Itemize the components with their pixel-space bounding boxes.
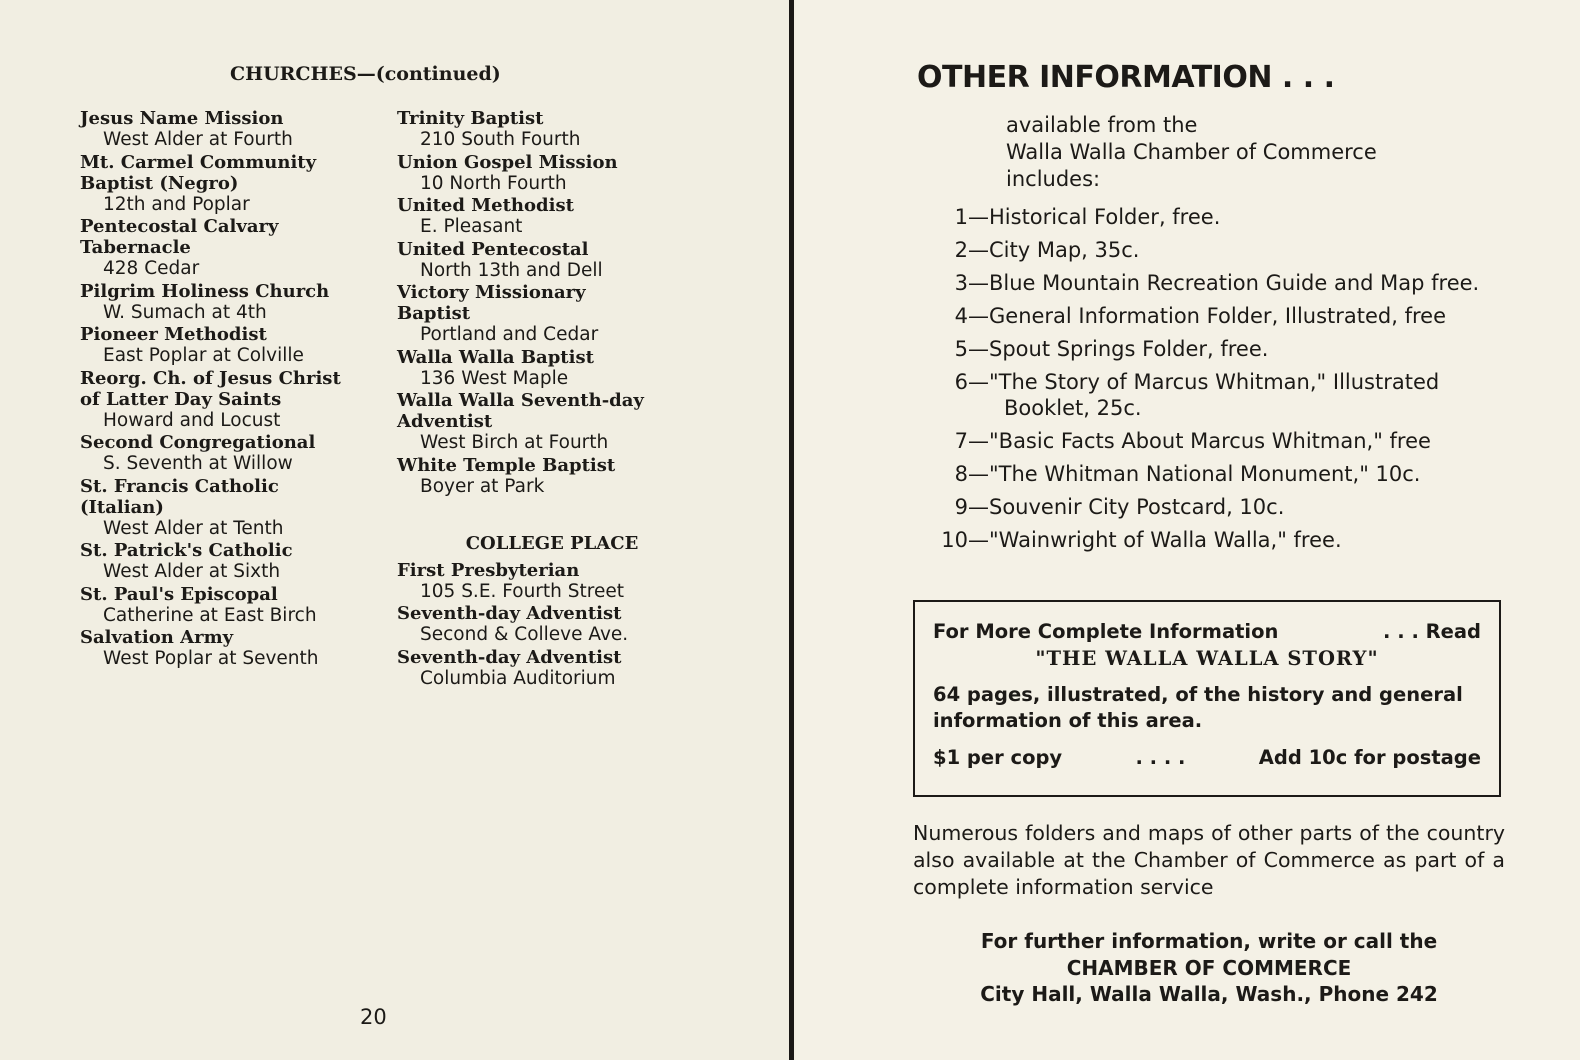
church-address: West Alder at Sixth (103, 561, 281, 582)
church-name: United Methodist (397, 195, 574, 216)
church-address: Columbia Auditorium (420, 667, 616, 689)
church-name: Second Congregational (80, 432, 316, 453)
item-number: 7— (954, 429, 989, 453)
list-item (937, 303, 1507, 329)
church-entry (80, 432, 390, 474)
church-entry (397, 390, 707, 453)
church-entry (80, 281, 390, 323)
church-entry (397, 282, 707, 345)
list-item (937, 527, 1507, 553)
church-column-2 (397, 108, 707, 690)
item-number: 6— (954, 370, 989, 394)
church-address: 105 S.E. Fourth Street (420, 580, 624, 602)
church-entry (397, 347, 707, 389)
book-description: 64 pages, illustrated, of the history and general information of this area. (933, 683, 1463, 732)
church-address: 136 West Maple (420, 367, 569, 389)
item-number: 1— (954, 205, 989, 229)
intro-line: Walla Walla Chamber of Commerce (1006, 140, 1377, 164)
church-name: First Presbyterian (397, 559, 580, 581)
postage: Add 10c for postage (1258, 746, 1481, 769)
church-address: East Poplar at Colville (103, 345, 304, 366)
church-entry (80, 584, 390, 626)
footer-line: CHAMBER OF COMMERCE (1066, 955, 1352, 980)
church-name: Reorg. Ch. of Jesus Christ of Latter Day Saints (80, 367, 341, 410)
church-name: St. Patrick's Catholic (80, 540, 293, 561)
item-text: "The Story of Marcus Whitman," Illustrated Booklet, 25c. (989, 370, 1440, 420)
publication-list (937, 204, 1507, 560)
college-place-heading: COLLEGE PLACE (465, 532, 639, 554)
church-address: 210 South Fourth (420, 129, 581, 150)
list-item (937, 336, 1507, 362)
church-address: 428 Cedar (103, 258, 200, 279)
church-name: Trinity Baptist (397, 108, 544, 129)
footer-line: City Hall, Walla Walla, Wash., Phone 242 (980, 982, 1438, 1006)
church-entry (80, 476, 390, 539)
church-name: Seventh-day Adventist (397, 603, 622, 624)
item-text: General Information Folder, Illustrated, free (989, 304, 1447, 328)
church-address: Second & Colleve Ave. (420, 624, 629, 645)
item-number: 5— (954, 337, 989, 361)
church-entry (80, 368, 390, 431)
item-number: 10— (941, 528, 989, 552)
church-entry (80, 324, 390, 366)
church-name: Walla Walla Seventh-day Adventist (397, 390, 644, 432)
church-entry (80, 152, 390, 215)
item-text: "Basic Facts About Marcus Whitman," free (989, 429, 1431, 453)
church-entry (397, 108, 707, 150)
church-address: 12th and Poplar (103, 193, 250, 215)
book-spine (789, 0, 794, 1060)
church-name: Victory Missionary Baptist (397, 282, 586, 324)
intro-line: includes: (1006, 167, 1101, 191)
intro-line: available from the (1006, 113, 1198, 137)
church-entry (397, 239, 707, 281)
church-entry (397, 455, 707, 497)
book-title: "THE WALLA WALLA STORY" (1035, 647, 1379, 670)
item-text: "Wainwright of Walla Walla," free. (989, 528, 1342, 552)
list-item (937, 461, 1507, 487)
intro-text (1006, 112, 1377, 193)
item-text: "The Whitman National Monument," 10c. (989, 462, 1421, 486)
item-text: City Map, 35c. (989, 238, 1140, 262)
list-item (937, 204, 1507, 230)
page-number: 20 (360, 1005, 387, 1029)
section-heading: CHURCHES—(continued) (230, 63, 501, 85)
church-name: St. Francis Catholic (Italian) (80, 475, 279, 518)
page-title: OTHER INFORMATION . . . (917, 60, 1335, 95)
church-entry (397, 152, 707, 194)
book-price: $1 per copy (933, 746, 1063, 769)
item-number: 9— (954, 495, 989, 519)
church-address: Boyer at Park (420, 475, 545, 497)
church-name: Jesus Name Mission (80, 108, 284, 129)
church-name: Pioneer Methodist (80, 324, 267, 345)
item-number: 8— (954, 462, 989, 486)
walla-walla-story-box (913, 600, 1501, 797)
church-address: West Birch at Fourth (420, 432, 609, 453)
church-entry (397, 603, 707, 645)
list-item (937, 494, 1507, 520)
list-item (937, 428, 1507, 454)
church-address: West Poplar at Seventh (103, 648, 319, 669)
item-text: Spout Springs Folder, free. (989, 337, 1269, 361)
item-number: 2— (954, 238, 989, 262)
church-name: Pentecostal Calvary Tabernacle (80, 216, 279, 258)
church-address: Catherine at East Birch (103, 604, 317, 626)
church-name: Walla Walla Baptist (397, 346, 594, 368)
item-text: Blue Mountain Recreation Guide and Map free. (989, 271, 1480, 295)
church-address: Portland and Cedar (420, 324, 599, 345)
church-entry (397, 647, 707, 689)
church-name: Salvation Army (80, 627, 234, 648)
item-text: Souvenir City Postcard, 10c. (989, 495, 1285, 519)
church-entry (80, 216, 390, 279)
contact-footer (913, 928, 1505, 1008)
church-name: White Temple Baptist (397, 454, 616, 476)
church-address: W. Sumach at 4th (103, 301, 267, 323)
church-column-1 (80, 108, 390, 671)
church-name: St. Paul's Episcopal (80, 583, 278, 605)
church-entry (80, 540, 390, 582)
church-entry (397, 560, 707, 602)
dots: . . . . (1135, 746, 1186, 769)
church-address: Howard and Locust (103, 409, 281, 431)
list-item (937, 270, 1507, 296)
church-address: 10 North Fourth (420, 172, 567, 194)
church-name: Seventh-day Adventist (397, 646, 622, 668)
church-address: S. Seventh at Willow (103, 453, 293, 474)
church-name: Union Gospel Mission (397, 151, 618, 173)
list-item (937, 237, 1507, 263)
church-entry (397, 195, 707, 237)
church-address: E. Pleasant (420, 216, 523, 237)
church-entry (80, 108, 390, 150)
church-address: West Alder at Fourth (103, 129, 293, 150)
church-name: Pilgrim Holiness Church (80, 280, 330, 302)
footer-line: For further information, write or call the (980, 929, 1438, 953)
item-text: Historical Folder, free. (989, 205, 1221, 229)
church-name: Mt. Carmel Community Baptist (Negro) (80, 151, 317, 194)
info-paragraph: Numerous folders and maps of other parts of the country also available at the Chamber of Commerce as part of a complete information service (913, 821, 1505, 899)
church-entry (80, 627, 390, 669)
church-address: West Alder at Tenth (103, 517, 284, 539)
item-number: 3— (954, 271, 989, 295)
church-address: North 13th and Dell (420, 259, 603, 281)
church-name: United Pentecostal (397, 238, 589, 260)
box-line1-right: . . . Read (1383, 620, 1481, 643)
item-number: 4— (954, 304, 989, 328)
list-item (937, 369, 1507, 421)
box-line1-left: For More Complete Information (933, 620, 1279, 643)
